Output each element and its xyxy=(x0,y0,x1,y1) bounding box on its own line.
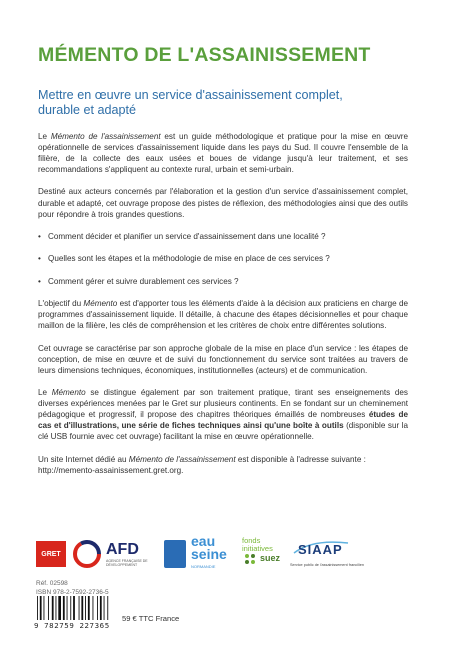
barcode-bar xyxy=(85,596,86,620)
partner-logos xyxy=(36,535,416,575)
question-item: • Comment décider et planifier un service d'assainissement dans une localité ? xyxy=(38,231,408,242)
afd-logo-text: AFD xyxy=(106,541,139,558)
suez-dots-icon xyxy=(244,553,257,566)
barcode-bar xyxy=(37,596,38,620)
suez-logo-text: suez xyxy=(260,553,281,563)
text-run: Un site Internet dédié au xyxy=(38,454,129,464)
barcode-bar xyxy=(70,596,71,620)
paragraph-5 xyxy=(38,387,408,442)
text-run: (disponible sur la clé USB fournie avec cet ouvrage) facilitant la mise en œuvre opérationnelle. xyxy=(38,421,408,442)
barcode-bar xyxy=(56,596,57,620)
question-item: • Quelles sont les étapes et la méthodologie de mise en place de ces services ? xyxy=(38,253,408,264)
eau-seine-logo-text xyxy=(191,535,227,561)
reference-block xyxy=(36,580,109,597)
barcode-bar xyxy=(63,596,65,620)
text-emphasis: Mémento de l'assainissement xyxy=(128,454,236,464)
paragraph-4: Cet ouvrage se caractérise par son approche globale de la mise en place d'un service : les étapes de conception, de mise en œuvre et de suivi du fonctionnement du service sont traitées au travers de leurs dimensions techniques, économiques, institutionnelles (acteurs) et de communication. xyxy=(38,343,408,375)
text-run: est un guide méthodologique et pratique pour la mise en œuvre opérationnelle de services d'assainissement liquide dans les pays du Sud. Il couvre l'ensemble de la filière, de la collecte des eaux usées et boues de vidange jusqu'à leur traitement, et ses recommandations s'appliquent au contexte rural, urbain et semi-urbain. xyxy=(38,132,408,175)
barcode-digits: 9 782759 227365 xyxy=(34,621,110,630)
text-run: L'objectif du xyxy=(38,299,84,309)
barcode-bar xyxy=(107,596,108,620)
barcode-bar xyxy=(104,596,105,620)
seine-word: seine xyxy=(191,546,227,562)
barcode-image xyxy=(36,596,114,620)
barcode-bar xyxy=(81,596,83,620)
text-run: Le xyxy=(38,388,52,398)
eau-word: eau xyxy=(191,533,216,549)
question-list xyxy=(38,231,408,287)
barcode-bar xyxy=(97,596,98,620)
text-emphasis: Mémento xyxy=(51,388,86,398)
price-label: 59 € TTC France xyxy=(122,614,180,623)
barcode-bar xyxy=(88,596,90,620)
barcode-bar xyxy=(48,596,49,620)
description-text xyxy=(38,131,408,476)
book-title: MÉMENTO DE L'ASSAINISSEMENT xyxy=(38,44,371,66)
paragraph-3 xyxy=(38,298,408,331)
text-run: est d'apporter tous les éléments d'aide à la décision aux praticiens en charge de programmes d'assainissement liquide. Il détaille, à chacune des étapes décisionnelles et pour chaque maillon de la filière, les clés de compréhension et les critères de choix entre différentes solutions. xyxy=(38,299,408,331)
barcode-bar xyxy=(100,596,102,620)
eau-seine-region: NORMANDIE xyxy=(191,564,216,569)
text-emphasis: Mémento xyxy=(83,299,118,309)
text-strong: études de cas et d'illustrations, une série de fiches techniques ainsi qu'une boîte à outils xyxy=(38,410,408,431)
barcode-bar xyxy=(44,596,45,620)
book-subtitle: Mettre en œuvre un service d'assainissement complet, durable et adapté xyxy=(38,88,343,117)
reference-number: Réf. 02598 xyxy=(36,580,68,587)
text-run: est disponible à l'adresse suivante : xyxy=(235,454,366,464)
barcode-bar xyxy=(93,596,94,620)
gret-logo: GRET xyxy=(36,541,66,567)
text-emphasis: Mémento de l'assainissement xyxy=(50,132,161,141)
barcode-bar xyxy=(58,596,61,620)
text-run: Le xyxy=(38,132,51,141)
initiatives-logo-text: fonds initiatives xyxy=(242,536,273,553)
barcode-bar xyxy=(79,596,80,620)
text-run: se distingue également par son traitement pratique, tirant ses enseignements des diverses expériences menées par le Gret sur plusieurs continents. En se fondant sur un cheminement pédagogique et progressif, il propose des chapitres théoriques émaillés de nombreuses xyxy=(38,388,408,420)
afd-logo-subtext: AGENCE FRANÇAISE DE DÉVELOPPEMENT xyxy=(106,559,148,567)
isbn-number: ISBN 978-2-7592-2736-5 xyxy=(36,588,109,596)
barcode-bar xyxy=(73,596,75,620)
paragraph-1 xyxy=(38,131,408,175)
siaap-logo-subtext: Service public de l'assainissement francilien xyxy=(290,563,364,567)
paragraph-6 xyxy=(38,454,408,476)
barcode-bar xyxy=(67,596,68,620)
afd-logo-icon xyxy=(72,539,102,569)
website-url[interactable]: http://memento-assainissement.gret.org. xyxy=(38,465,184,475)
barcode-bar xyxy=(40,596,42,620)
barcode-bar xyxy=(52,596,54,620)
eau-seine-emblem-icon xyxy=(164,540,186,568)
question-item: • Comment gérer et suivre durablement ces services ? xyxy=(38,276,408,287)
siaap-logo-text: SIAAP xyxy=(298,542,343,557)
paragraph-2: Destiné aux acteurs concernés par l'élaboration et la gestion d'un service d'assainissement complet, durable et adapté, cet ouvrage propose des pistes de réflexion, des méthodologies ainsi que des outils pour répondre à trois grandes questions. xyxy=(38,187,408,219)
